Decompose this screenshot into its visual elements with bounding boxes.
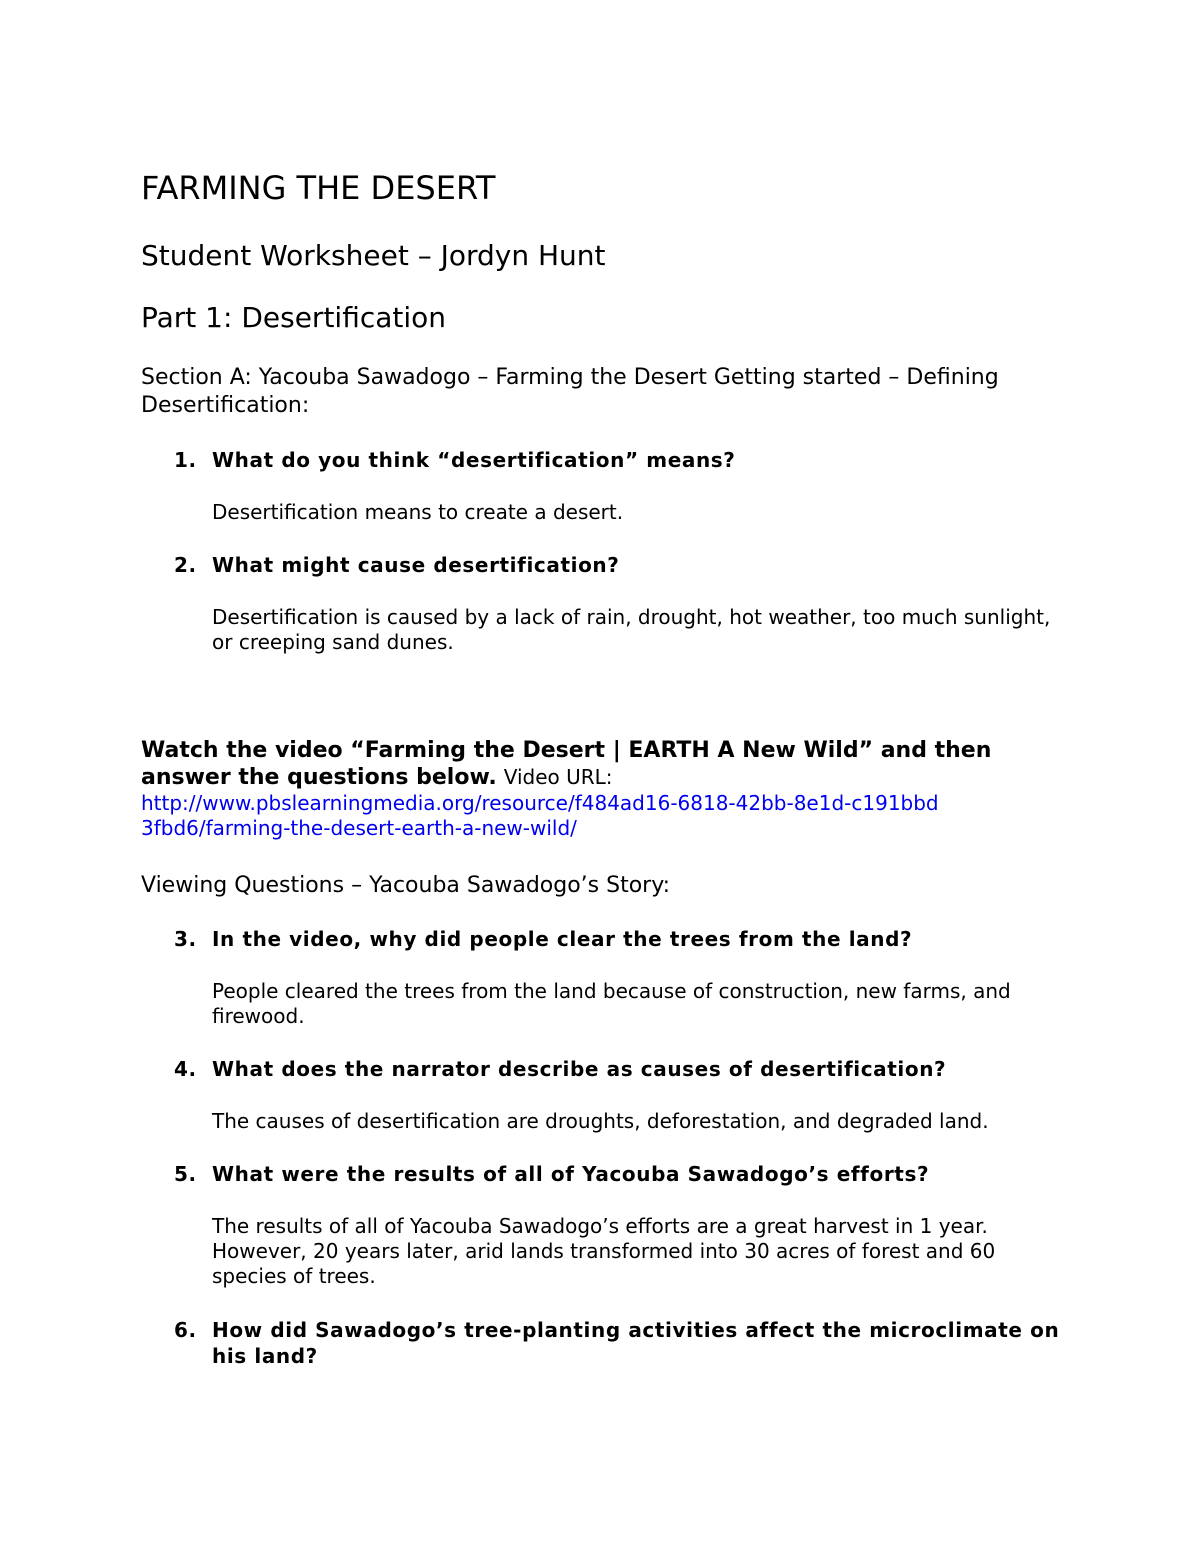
- question-number: 4.: [174, 1057, 197, 1081]
- document-title: FARMING THE DESERT: [141, 169, 496, 207]
- question-1: [174, 447, 1062, 473]
- answer-2: Desertification is caused by a lack of rain, drought, hot weather, too much sunlight, or creeping sand dunes.: [212, 605, 1051, 654]
- part-heading: Part 1: Desertification: [141, 301, 447, 334]
- question-text: What might cause desertification?: [212, 553, 620, 577]
- answer-1: Desertification means to create a desert.: [212, 500, 624, 524]
- question-text: In the video, why did people clear the trees from the land?: [212, 927, 913, 951]
- question-text: What does the narrator describe as causes of desertification?: [212, 1057, 947, 1081]
- video-url-link[interactable]: http://www.pbslearningmedia.org/resource/f484ad16-6818-42bb-8e1d-c191bbd3fbd6/farming-the-desert-earth-a-new-wild/: [141, 791, 939, 840]
- question-number: 1.: [174, 448, 197, 472]
- question-5: [174, 1161, 1062, 1187]
- worksheet-subtitle: Student Worksheet – Jordyn Hunt: [141, 239, 606, 272]
- viewing-questions-heading: Viewing Questions – Yacouba Sawadogo’s Story:: [141, 873, 671, 898]
- video-url-label: Video URL:: [503, 765, 613, 789]
- answer-3: People cleared the trees from the land because of construction, new farms, and firewood.: [212, 979, 1011, 1028]
- question-text: How did Sawadogo’s tree-planting activities affect the microclimate on his land?: [212, 1318, 1060, 1368]
- answer-5: The results of all of Yacouba Sawadogo’s efforts are a great harvest in 1 year. However, 20 years later, arid lands transformed into 30 acres of forest and 60 species of trees.: [212, 1214, 996, 1288]
- question-text: What do you think “desertification” means?: [212, 448, 736, 472]
- question-4: [174, 1056, 1062, 1082]
- video-instruction: Watch the video “Farming the Desert | EARTH A New Wild” and then answer the questions below.: [141, 738, 992, 790]
- answer-4: The causes of desertification are droughts, deforestation, and degraded land.: [212, 1109, 989, 1133]
- video-instruction-block: [141, 737, 1071, 841]
- question-number: 6.: [174, 1318, 197, 1342]
- question-2: [174, 552, 1062, 578]
- question-text: What were the results of all of Yacouba Sawadogo’s efforts?: [212, 1162, 930, 1186]
- question-6: [174, 1317, 1062, 1369]
- question-number: 3.: [174, 927, 197, 951]
- question-3: [174, 926, 1062, 952]
- question-number: 2.: [174, 553, 197, 577]
- question-number: 5.: [174, 1162, 197, 1186]
- section-heading: Section A: Yacouba Sawadogo – Farming the Desert Getting started – Defining Desertification:: [141, 365, 999, 418]
